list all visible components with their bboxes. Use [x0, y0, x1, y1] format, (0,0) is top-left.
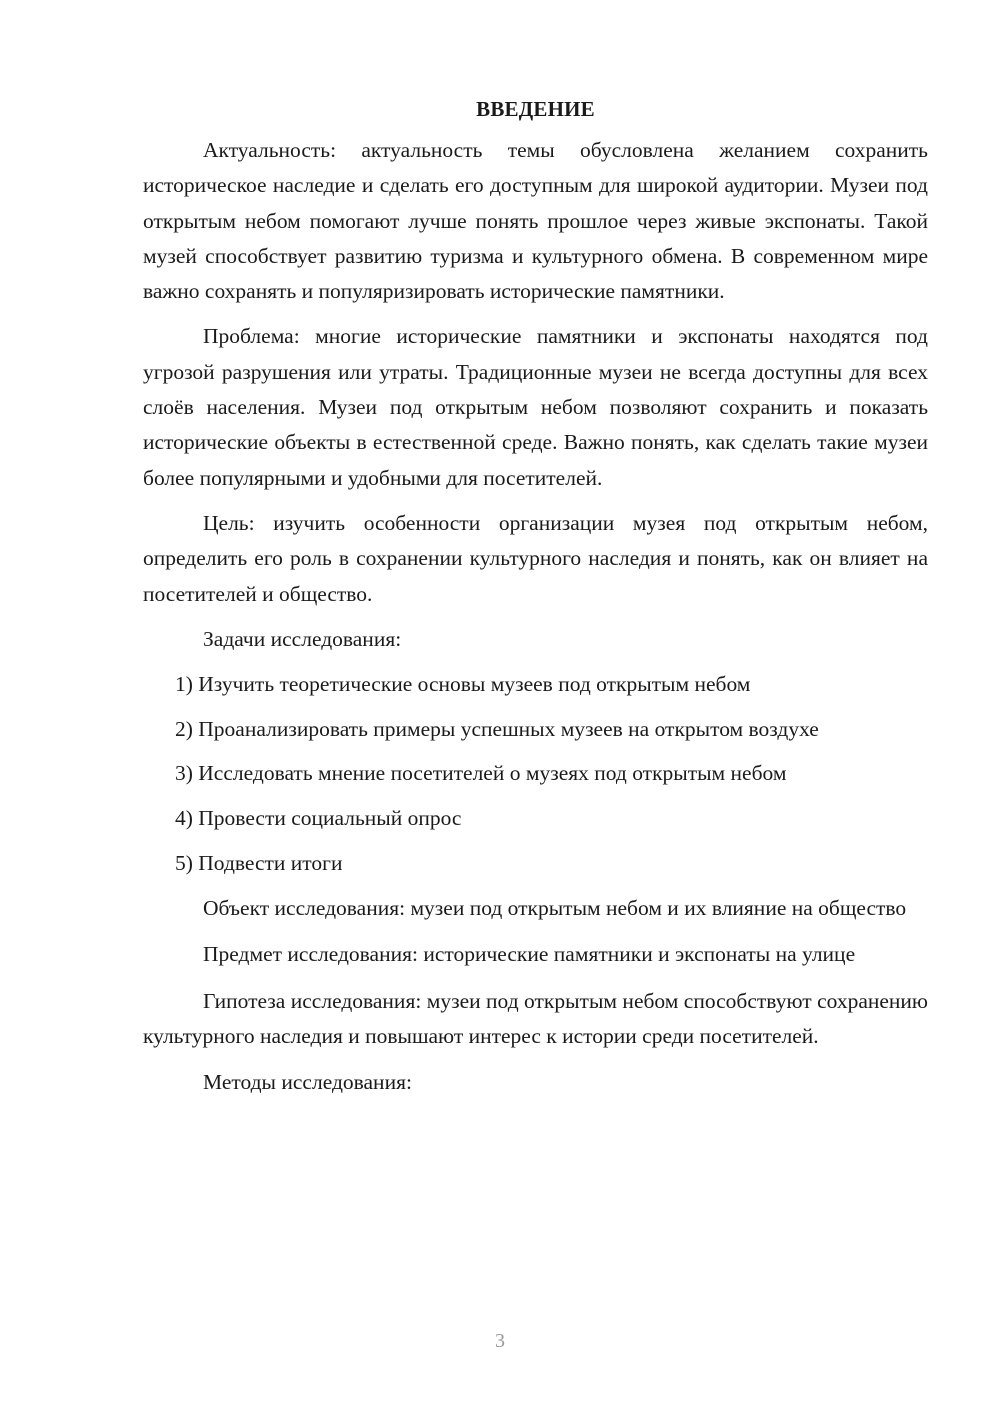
tasks-label: Задачи исследования:: [203, 626, 402, 651]
task-item: 2) Проанализировать примеры успешных музеев на открытом воздухе: [175, 716, 819, 741]
goal-paragraph: Цель: изучить особенности организации музея под открытым небом, определить его роль в сохранении культурного наследия и понять, как он влияет на посетителей и общество.: [143, 510, 928, 606]
task-item: 4) Провести социальный опрос: [175, 806, 462, 831]
methods-label: Методы исследования:: [203, 1070, 412, 1095]
hypothesis-paragraph: Гипотеза исследования: музеи под открытым небом способствуют сохранению культурного наследия и повышают интерес к истории среди посетителей.: [143, 988, 928, 1048]
page-number: 3: [495, 1330, 505, 1352]
page-title: ВВЕДЕНИЕ: [476, 97, 595, 121]
task-item: 1) Изучить теоретические основы музеев под открытым небом: [175, 671, 751, 696]
relevance-paragraph: Актуальность: актуальность темы обусловлена желанием сохранить историческое наследие и сделать его доступным для широкой аудитории. Музеи под открытым небом помогают лучше понять прошлое через живые экспонаты. Такой музей способствует развитию туризма и культурного обмена. В современном мире важно сохранять и популяризировать исторические памятники.: [143, 138, 928, 304]
task-item: 3) Исследовать мнение посетителей о музеях под открытым небом: [175, 761, 787, 786]
task-item: 5) Подвести итоги: [175, 851, 343, 876]
problem-paragraph: Проблема: многие исторические памятники и экспонаты находятся под угрозой разрушения или утраты. Традиционные музеи не всегда доступны для всех слоёв населения. Музеи под открытым небом позволяют сохранить и показать исторические объекты в естественной среде. Важно понять, как сделать такие музеи более популярными и удобными для посетителей.: [143, 324, 928, 490]
document-page: [143, 92, 928, 1112]
object-paragraph: Объект исследования: музеи под открытым небом и их влияние на общество: [203, 896, 907, 921]
tasks-list: [143, 667, 928, 882]
subject-paragraph: Предмет исследования: исторические памятники и экспонаты на улице: [203, 942, 856, 967]
